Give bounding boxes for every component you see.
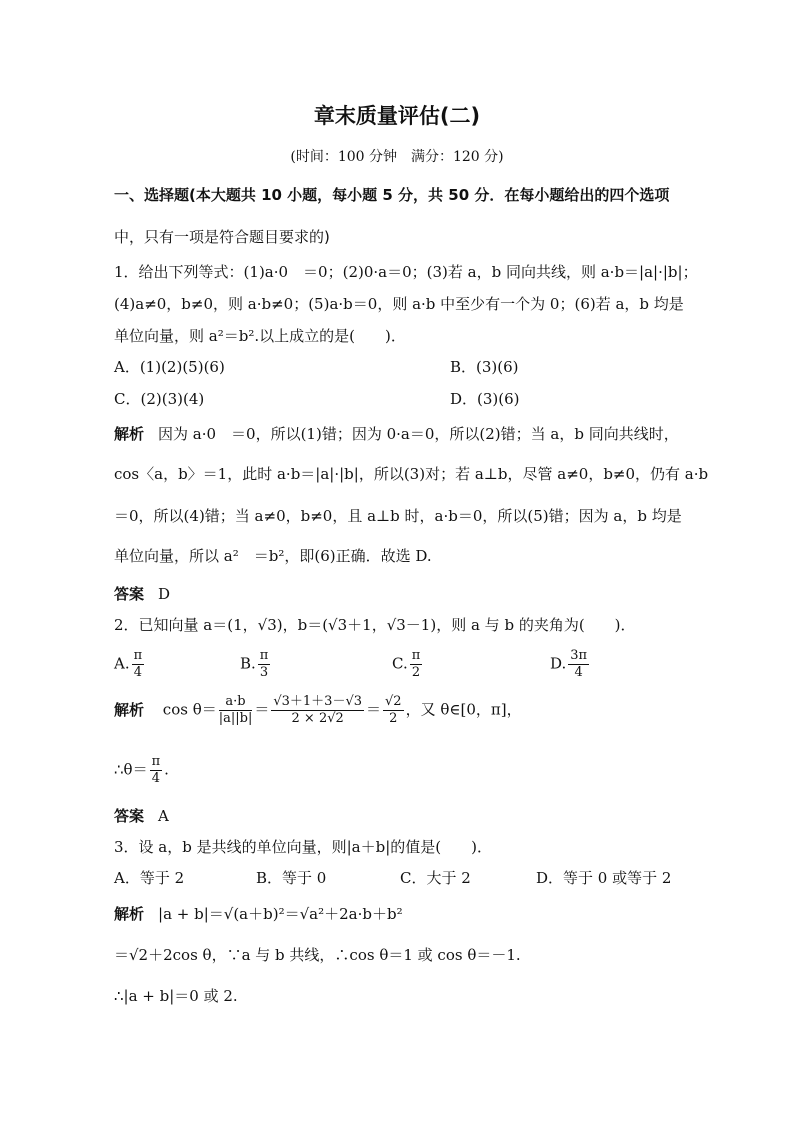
q2-line1: 2．已知向量 a＝(1，√3)，b＝(√3＋1，√3－1)，则 a 与 b 的夹角为( )． <box>114 616 636 634</box>
q2-option-c-prefix: C. <box>392 654 408 673</box>
q1-line1: 1．给出下列等式：(1)a·0 ＝0；(2)0·a＝0；(3)若 a，b 同向共线，则 a·b＝|a|·|b|； <box>114 263 698 281</box>
q1-option-a: A．(1)(2)(5)(6) <box>114 358 225 376</box>
q1-option-b: B．(3)(6) <box>450 358 519 376</box>
q1-solution-label: 解析 <box>114 425 145 443</box>
q2-option-b-fraction <box>258 648 271 681</box>
q2-fraction-3-den: 2 <box>389 711 398 726</box>
q1-answer <box>114 584 170 604</box>
q2-option-a-fraction <box>132 648 145 681</box>
q3-solution-text1: |a + b|＝√(a＋b)²＝√a²＋2a·b＋b² <box>158 905 403 923</box>
q2-fraction-3-num: √2 <box>385 694 402 709</box>
q3-option-a: A．等于 2 <box>114 869 185 887</box>
q2-option-a <box>114 648 146 681</box>
q2-option-b-den: 3 <box>259 665 269 680</box>
section-heading-line1: 一、选择题(本大题共 10 小题，每小题 5 分，共 50 分．在每小题给出的四个选项 <box>114 186 670 204</box>
q1-option-d: D．(3)(6) <box>450 390 520 408</box>
q2-option-c-num: π <box>411 648 421 663</box>
q2-option-a-prefix: A. <box>114 654 130 673</box>
q2-conclusion-fraction <box>150 754 163 787</box>
q1-solution-line4: 单位向量，所以 a² ＝b²，即(6)正确．故选 D. <box>114 547 432 565</box>
q3-option-c: C．大于 2 <box>400 869 471 887</box>
q3-solution-label: 解析 <box>114 905 145 923</box>
q2-equals-2: ＝ <box>366 700 382 719</box>
q3-solution-line1 <box>114 904 403 924</box>
q2-solution-line1 <box>114 694 522 727</box>
q3-option-d: D．等于 0 或等于 2 <box>536 869 672 887</box>
q2-conclusion-prefix: ∴θ＝ <box>114 760 148 779</box>
q2-fraction-1-num: a·b <box>219 694 253 711</box>
q2-option-d-prefix: D. <box>550 654 567 673</box>
q2-answer <box>114 806 169 826</box>
page-subtitle: (时间：100 分钟 满分：120 分) <box>290 149 504 165</box>
q1-solution-line3: ＝0，所以(4)错；当 a≠0，b≠0，且 a⊥b 时，a·b＝0，所以(5)错；因为 a，b 均是 <box>114 507 682 525</box>
q2-fraction-1 <box>219 694 253 727</box>
q1-answer-label: 答案 <box>114 585 145 603</box>
q2-conclusion <box>114 754 169 787</box>
section-heading-line2: 中，只有一项是符合题目要求的) <box>114 228 330 246</box>
q2-option-b-prefix: B. <box>240 654 256 673</box>
q2-answer-value: A <box>158 807 169 825</box>
q2-solution-tail: ，又 θ∈[0，π]， <box>405 700 522 719</box>
q1-line2: (4)a≠0，b≠0，则 a·b≠0；(5)a·b＝0，则 a·b 中至少有一个为 0；(6)若 a，b 均是 <box>114 295 684 313</box>
q2-equals-1: ＝ <box>254 700 270 719</box>
q2-answer-label: 答案 <box>114 807 145 825</box>
q1-line3: 单位向量，则 a²＝b².以上成立的是( )． <box>114 327 406 345</box>
q1-option-c: C．(2)(3)(4) <box>114 390 205 408</box>
q3-line1: 3．设 a，b 是共线的单位向量，则|a＋b|的值是( )． <box>114 838 492 856</box>
q2-option-a-num: π <box>133 648 143 663</box>
q2-fraction-2-num: √3＋1＋3－√3 <box>273 694 362 709</box>
q2-conclusion-tail: . <box>164 760 169 779</box>
q2-solution-label: 解析 <box>114 700 145 719</box>
q2-option-d-fraction <box>568 648 589 681</box>
q2-option-d-den: 4 <box>574 665 583 680</box>
q3-solution-line2: ＝√2＋2cos θ，∵a 与 b 共线，∴cos θ＝1 或 cos θ＝－1. <box>114 946 521 964</box>
q2-option-d <box>550 648 591 681</box>
q2-fraction-3 <box>383 694 404 727</box>
q2-option-b <box>240 648 272 681</box>
q2-option-a-den: 4 <box>133 665 143 680</box>
q2-fraction-2 <box>271 694 364 727</box>
q1-answer-value: D <box>158 585 171 603</box>
q2-option-d-num: 3π <box>570 648 588 663</box>
q1-solution-line1 <box>114 424 679 444</box>
q2-option-c-fraction <box>410 648 423 681</box>
q2-conclusion-den: 4 <box>151 771 160 786</box>
q2-conclusion-num: π <box>151 754 161 769</box>
q1-solution-line2: cos〈a，b〉＝1，此时 a·b＝|a|·|b|，所以(3)对；若 a⊥b，尽管 a≠0，b≠0，仍有 a·b <box>114 465 709 483</box>
q2-option-c <box>392 648 424 681</box>
q2-fraction-1-den: |a||b| <box>218 711 253 726</box>
q1-solution-text1: 因为 a·0 ＝0，所以(1)错；因为 0·a＝0，所以(2)错；当 a，b 同向共线时， <box>158 425 679 443</box>
q2-option-c-den: 2 <box>411 665 421 680</box>
q2-option-b-num: π <box>259 648 269 663</box>
q2-solution-cos: cos θ＝ <box>162 700 217 719</box>
q3-option-b: B．等于 0 <box>256 869 327 887</box>
q3-solution-line3: ∴|a + b|＝0 或 2. <box>114 987 238 1005</box>
page-title: 章末质量评估(二) <box>313 104 481 128</box>
q2-fraction-2-den: 2 × 2√2 <box>291 711 344 726</box>
